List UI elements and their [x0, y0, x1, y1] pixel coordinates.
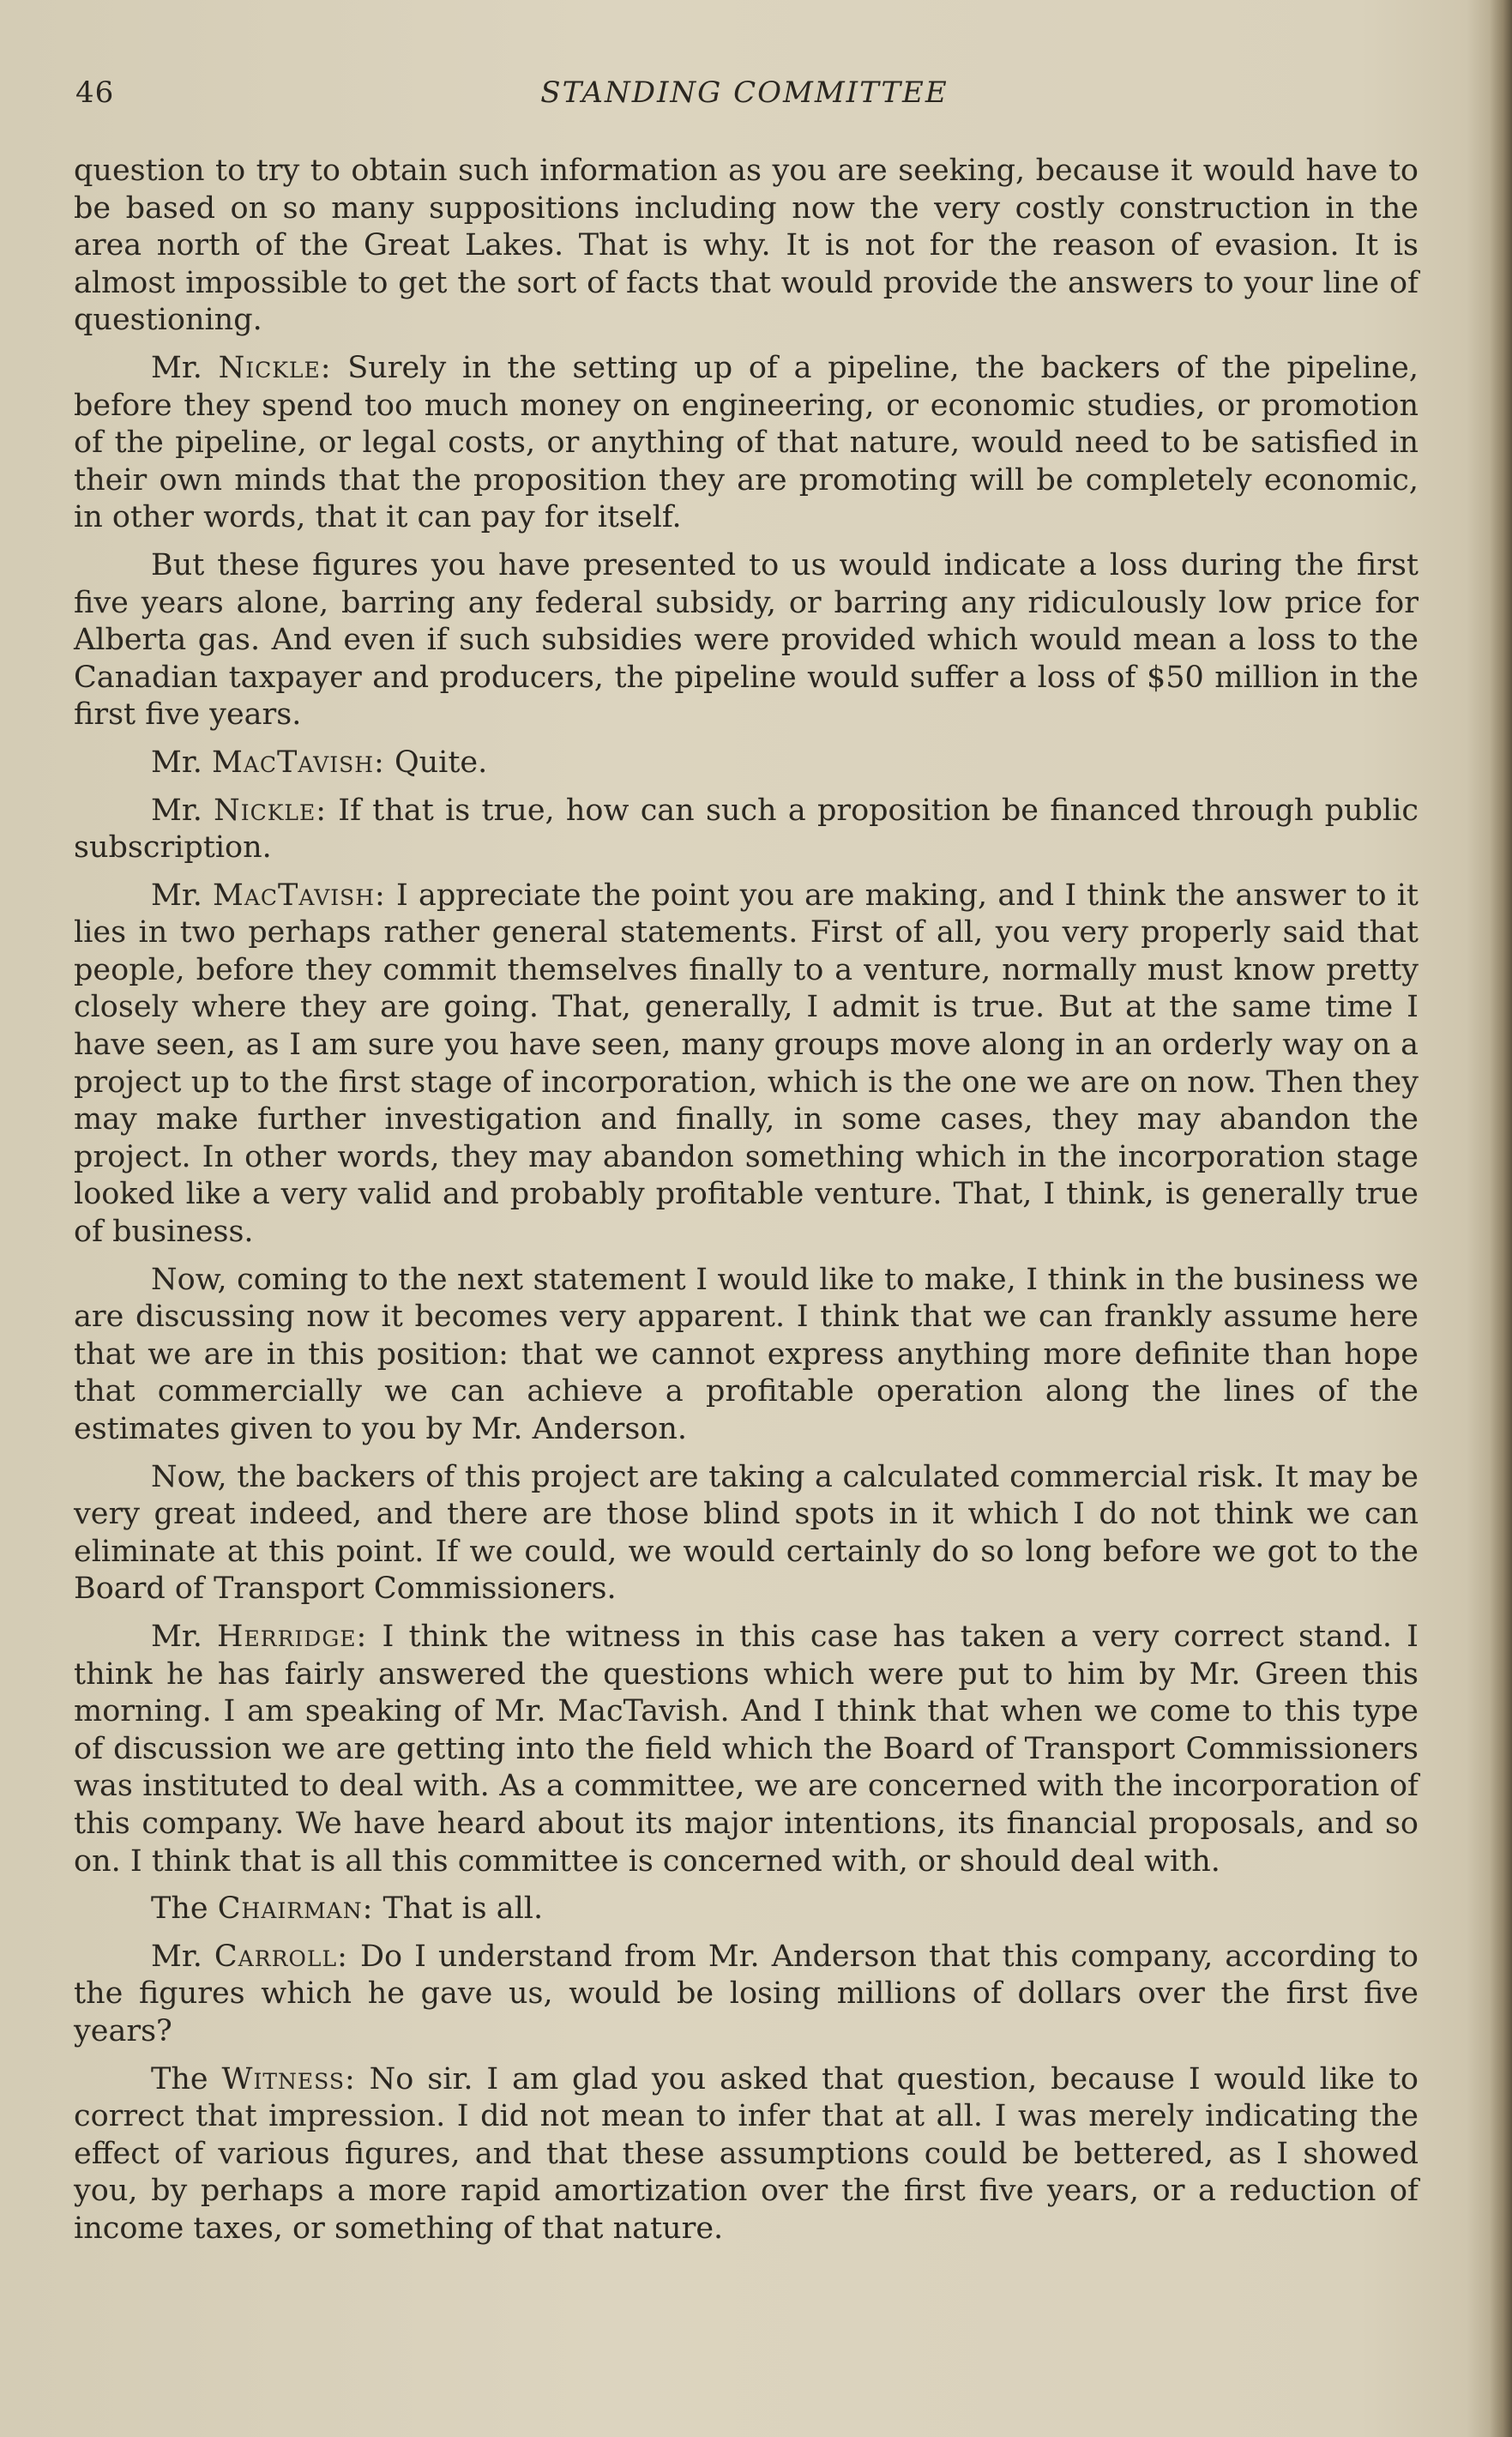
paragraph-text: I think the witness in this case has taken a very correct stand. I think he has fairly answered the questions which were put to him by Mr. Green this morning. I am speaking of Mr. MacTavish. And I think that when we come to this type of discussion we are getting into the field which the Board of Transport Commissioners was instituted to deal with. As a committee, we are concerned with the incorporation of this company. We have heard about its major intentions, its financial proposals, and so on. I think that is all this committee is concerned with, or should deal with.	[74, 1619, 1419, 1879]
paragraph	[74, 2061, 1419, 2248]
paragraph	[74, 1262, 1419, 1449]
paragraph	[74, 793, 1419, 867]
header-title: STANDING COMMITTEE	[540, 75, 949, 110]
running-header	[75, 75, 1413, 113]
paragraph-text: Now, coming to the next statement I would like to make, I think in the business we are discussing now it becomes very apparent. I think that we can frankly assume here that we are in this position: that we cannot express anything more definite than hope that commercially we can achieve a profitable operation along the lines of the estimates given to you by Mr. Anderson.	[74, 1262, 1419, 1446]
speaker-name: Chairman:	[217, 1891, 374, 1927]
paragraph	[74, 153, 1419, 340]
paragraph-text: Now, the backers of this project are taking a calculated commercial risk. It may be very great indeed, and there are those blind spots in it which I do not think we can eliminate at this point. If we could, we would certainly do so long before we got to the Board of Transport Commissioners.	[74, 1459, 1419, 1607]
speaker-name: Carroll:	[214, 1939, 348, 1974]
paragraph	[74, 878, 1419, 1252]
paragraph-text: Surely in the setting up of a pipeline, the backers of the pipeline, before they spend too much money on engineering, or economic studies, or promotion of the pipeline, or legal costs, or anything of that nature, would need to be satisfied in their own minds that the proposition they are promoting will be completely economic, in other words, that it can pay for itself.	[74, 350, 1419, 535]
paragraph	[74, 547, 1419, 734]
speaker-prefix: The	[151, 2061, 222, 2096]
speaker-name: MacTavish:	[211, 745, 385, 780]
paragraph-text: No sir. I am glad you asked that question, because I would like to correct that impression. I did not mean to infer that at all. I was merely indicating the effect of various figures, and that these assumptions could be bettered, as I showed you, by perhaps a more rapid amortization over the first five years, or a reduction of income taxes, or something of that nature.	[74, 2061, 1419, 2246]
paragraph-text: Do I understand from Mr. Anderson that this company, according to the figures which he gave us, would be losing millions of dollars over the first five years?	[74, 1939, 1419, 2048]
speaker-name: Nickle:	[214, 793, 328, 828]
page-number: 46	[75, 75, 115, 110]
paragraph-text: If that is true, how can such a proposition be financed through public subscription.	[74, 793, 1419, 866]
speaker-prefix: Mr.	[151, 878, 214, 913]
speaker-name: MacTavish:	[213, 878, 386, 913]
speaker-name: Herridge:	[217, 1619, 368, 1654]
paragraph-text: I appreciate the point you are making, and I think the answer to it lies in two perhaps rather general statements. First of all, you very properly said that people, before they commit themselves finally to a venture, normally must know pretty closely where they are going. That, generally, I admit is true. But at the same time I have seen, as I am sure you have seen, many groups move along in an orderly way on a project up to the first stage of incorporation, which is the one we are on now. Then they may make further investigation and finally, in some cases, they may abandon the project. In other words, they may abandon something which in the incorporation stage looked like a very valid and probably profitable venture. That, I think, is generally true of business.	[74, 878, 1419, 1250]
speaker-prefix: The	[151, 1891, 218, 1927]
speaker-name: Witness:	[221, 2061, 356, 2096]
paragraph	[74, 350, 1419, 537]
paragraph-text: But these figures you have presented to us would indicate a loss during the first five years alone, barring any federal subsidy, or barring any ridiculously low price for Alberta gas. And even if such subsidies were provided which would mean a loss to the Canadian taxpayer and producers, the pipeline would suffer a loss of $50 million in the first five years.	[74, 547, 1419, 733]
speaker-name: Nickle:	[218, 350, 332, 385]
paragraph-text: That is all.	[373, 1891, 544, 1927]
speaker-prefix: Mr.	[151, 793, 214, 828]
speaker-prefix: Mr.	[151, 350, 219, 385]
speaker-prefix: Mr.	[151, 1619, 217, 1654]
paragraph	[74, 1891, 1419, 1928]
speaker-prefix: Mr.	[151, 1939, 214, 1974]
paragraph	[74, 1939, 1419, 2051]
paragraph	[74, 1619, 1419, 1880]
paragraph-text: Quite.	[384, 745, 488, 780]
body-text	[74, 153, 1419, 2258]
paragraph-text: question to try to obtain such information as you are seeking, because it would have to be based on so many suppositions including now the very costly construction in the area north of the Great Lakes. That is why. It is not for the reason of evasion. It is almost impossible to get the sort of facts that would provide the answers to your line of questioning.	[74, 154, 1419, 338]
paragraph	[74, 745, 1419, 782]
paragraph	[74, 1459, 1419, 1608]
speaker-prefix: Mr.	[151, 745, 212, 780]
page-edge-shadow	[1490, 0, 1512, 2437]
